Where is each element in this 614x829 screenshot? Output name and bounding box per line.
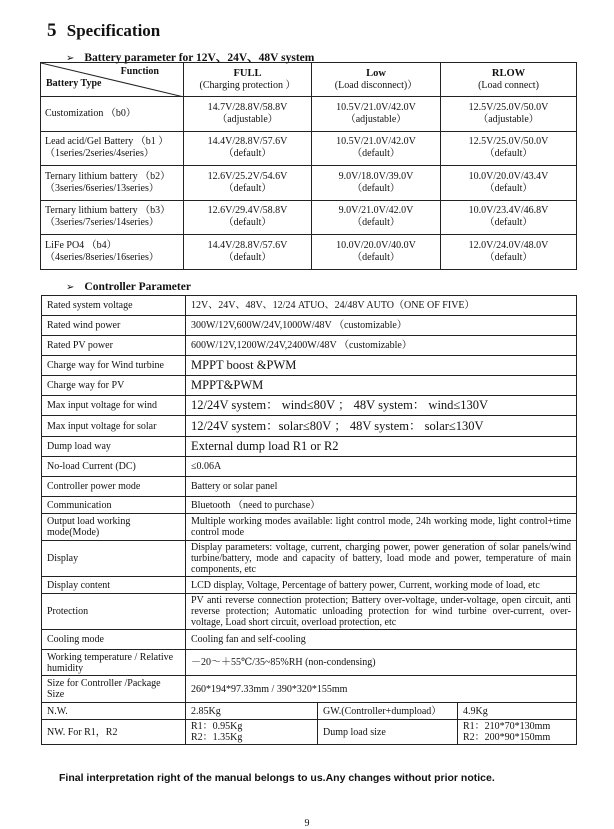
table-row xyxy=(42,356,577,376)
param-value: R1：0.95Kg R2：1.35Kg xyxy=(186,720,318,745)
arrow-right-icon: ➢ xyxy=(66,53,75,64)
param-label: GW.(Controller+dumpload） xyxy=(318,703,458,720)
value-cell: 9.0V/18.0V/39.0V （default） xyxy=(312,166,441,201)
param-label: Max input voltage for solar xyxy=(42,416,186,437)
param-value: MPPT&PWM xyxy=(186,376,577,396)
value-cell: 12.0V/24.0V/48.0V （default） xyxy=(441,235,577,270)
param-label: Size for Controller /Package Size xyxy=(42,676,186,703)
param-label: Display content xyxy=(42,577,186,594)
table-row xyxy=(41,166,577,201)
value-cell: 14.4V/28.8V/57.6V （default） xyxy=(184,235,312,270)
param-value: 600W/12V,1200W/24V,2400W/48V （customizable） xyxy=(186,336,577,356)
table-row xyxy=(41,97,577,132)
param-value: 260*194*97.33mm / 390*320*155mm xyxy=(186,676,577,703)
value-cell: 9.0V/21.0V/42.0V （default） xyxy=(312,200,441,235)
table-row xyxy=(41,200,577,235)
value-cell: 10.0V/20.0V/43.4V （default） xyxy=(441,166,577,201)
value-cell: 10.5V/21.0V/42.0V （adjustable） xyxy=(312,97,441,132)
param-label: Rated PV power xyxy=(42,336,186,356)
arrow-right-icon: ➢ xyxy=(66,282,75,293)
param-label: Working temperature / Relative humidity xyxy=(42,650,186,676)
function-label: Function xyxy=(120,66,159,77)
param-value: 4.9Kg xyxy=(458,703,577,720)
param-label: NW. For R1，R2 xyxy=(42,720,186,745)
param-label: Rated wind power xyxy=(42,316,186,336)
column-header-full: FULL (Charging protection ） xyxy=(184,63,312,97)
battery-parameter-table xyxy=(40,62,577,270)
table-row-nw-r xyxy=(42,720,577,745)
param-label: Rated system voltage xyxy=(42,296,186,316)
controller-heading xyxy=(66,281,191,293)
param-label: Charge way for Wind turbine xyxy=(42,356,186,376)
param-label: Cooling mode xyxy=(42,630,186,650)
diagonal-header-cell xyxy=(41,63,184,97)
param-label: Dump load way xyxy=(42,437,186,457)
table-row xyxy=(42,336,577,356)
table-row xyxy=(42,541,577,577)
param-value: 2.85Kg xyxy=(186,703,318,720)
table-row-nw xyxy=(42,703,577,720)
value-cell: 10.5V/21.0V/42.0V （default） xyxy=(312,131,441,166)
battery-table-header xyxy=(41,63,577,97)
param-label: Dump load size xyxy=(318,720,458,745)
table-row xyxy=(42,376,577,396)
table-row xyxy=(42,650,577,676)
value-cell: 10.0V/23.4V/46.8V （default） xyxy=(441,200,577,235)
param-value: 12/24V system： wind≤80V ； 48V system： wind≤130V xyxy=(186,396,577,416)
value-cell: 10.0V/20.0V/40.0V （default） xyxy=(312,235,441,270)
param-label: Display xyxy=(42,541,186,577)
table-row xyxy=(42,457,577,477)
param-value: Cooling fan and self-cooling xyxy=(186,630,577,650)
table-row xyxy=(42,477,577,497)
table-row xyxy=(42,577,577,594)
param-value: Bluetooth （need to purchase） xyxy=(186,497,577,514)
param-value: MPPT boost &PWM xyxy=(186,356,577,376)
table-row xyxy=(42,630,577,650)
param-value: Battery or solar panel xyxy=(186,477,577,497)
value-cell: 12.6V/25.2V/54.6V （default） xyxy=(184,166,312,201)
value-cell: 12.5V/25.0V/50.0V （adjustable） xyxy=(441,97,577,132)
param-label: Charge way for PV xyxy=(42,376,186,396)
column-header-rlow: RLOW (Load connect) xyxy=(441,63,577,97)
param-label: Output load working mode(Mode) xyxy=(42,514,186,541)
value-cell: 14.7V/28.8V/58.8V （adjustable） xyxy=(184,97,312,132)
param-value: 12V、24V、48V、12/24 ATUO、24/48V AUTO（ONE OF FIVE） xyxy=(186,296,577,316)
param-label: Max input voltage for wind xyxy=(42,396,186,416)
param-label: No-load Current (DC) xyxy=(42,457,186,477)
table-row xyxy=(41,131,577,166)
value-cell: 12.5V/25.0V/50.0V （default） xyxy=(441,131,577,166)
table-row xyxy=(42,396,577,416)
controller-heading-text: Controller Parameter xyxy=(84,281,191,293)
param-value: R1：210*70*130mm R2：200*90*150mm xyxy=(458,720,577,745)
battery-type-cell: Ternary lithium battery （b2） （3series/6series/13series） xyxy=(41,166,184,201)
param-label: Communication xyxy=(42,497,186,514)
param-value: Multiple working modes available: light control mode, 24h working mode, light control+time control mode xyxy=(186,514,577,541)
table-row xyxy=(42,416,577,437)
battery-type-cell: Customization （b0） xyxy=(41,97,184,132)
param-value: ≤0.06A xyxy=(186,457,577,477)
value-cell: 12.6V/29.4V/58.8V （default） xyxy=(184,200,312,235)
param-value: Display parameters: voltage, current, charging power, power generation of solar panels/wind turbine/battery, mode and capacity of battery, load mode and power, temperature of main components, etc xyxy=(186,541,577,577)
footer-note: Final interpretation right of the manual belongs to us.Any changes without prior notice. xyxy=(59,772,495,784)
param-value: 12/24V system：solar≤80V ； 48V system： solar≤130V xyxy=(186,416,577,437)
battery-heading-text: Battery parameter for 12V、24V、48V system xyxy=(84,52,315,64)
param-label: N.W. xyxy=(42,703,186,720)
table-row xyxy=(42,676,577,703)
param-label: Protection xyxy=(42,594,186,630)
section-title-text: Specification xyxy=(66,21,161,40)
section-title xyxy=(47,20,160,42)
page-number: 9 xyxy=(304,818,310,829)
battery-type-cell: LiFe PO4 （b4） （4series/8series/16series） xyxy=(41,235,184,270)
table-row xyxy=(42,497,577,514)
column-header-low: Low (Load disconnect)） xyxy=(312,63,441,97)
param-value: 300W/12V,600W/24V,1000W/48V （customizable） xyxy=(186,316,577,336)
controller-parameter-table xyxy=(41,295,577,745)
table-row xyxy=(41,235,577,270)
table-row xyxy=(42,316,577,336)
table-row xyxy=(42,437,577,457)
param-value: External dump load R1 or R2 xyxy=(186,437,577,457)
battery-type-cell: Lead acid/Gel Battery （b1 ） （1series/2series/4series） xyxy=(41,131,184,166)
table-row xyxy=(42,514,577,541)
battery-type-cell: Ternary lithium battery （b3） （3series/7series/14series） xyxy=(41,200,184,235)
param-value: PV anti reverse connection protection; Battery over-voltage, under-voltage, open circuit, anti reverse protection; Automatic unloading protection for wind turbine over-current, over-voltage, Load short circuit, overload protection, etc xyxy=(186,594,577,630)
value-cell: 14.4V/28.8V/57.6V （default） xyxy=(184,131,312,166)
param-label: Controller power mode xyxy=(42,477,186,497)
section-number: 5 xyxy=(47,20,57,41)
table-row xyxy=(42,594,577,630)
battery-type-label: Battery Type xyxy=(46,78,102,89)
param-value: －20～＋55℃/35~85%RH (non-condensing) xyxy=(186,650,577,676)
param-value: LCD display, Voltage, Percentage of battery power, Current, working mode of load, etc xyxy=(186,577,577,594)
table-row xyxy=(42,296,577,316)
